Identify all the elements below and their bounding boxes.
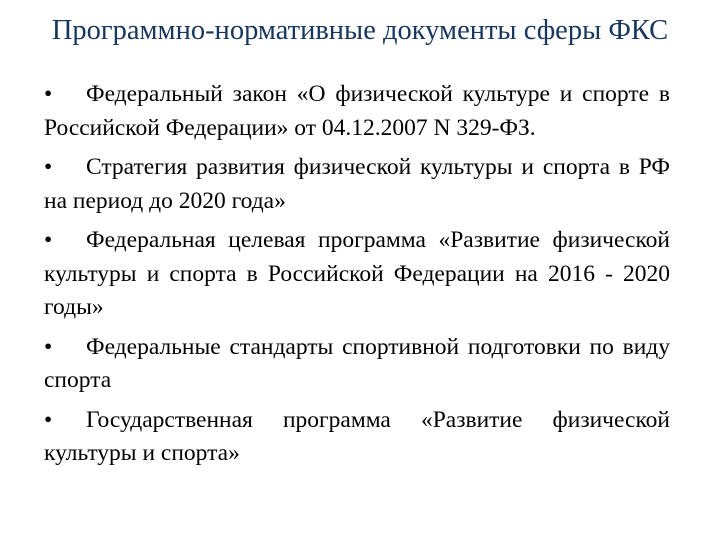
slide-title: Программно-нормативные документы сферы ФКС [51, 15, 669, 46]
bullet-marker: • [44, 333, 53, 360]
list-item-text: Государственная программа «Развитие физической культуры и спорта» [44, 406, 670, 466]
bullet-marker: • [44, 227, 53, 253]
list-item [44, 331, 670, 398]
list-item [44, 404, 670, 471]
list-item-text: Федеральная целевая программа «Развитие физической культуры и спорта в Российской Федерации на 2016 - 2020 годы» [44, 227, 670, 320]
document-list [44, 78, 670, 477]
list-item [44, 224, 670, 325]
bullet-marker: • [44, 81, 53, 107]
list-item [44, 151, 670, 218]
list-item [44, 78, 670, 145]
list-item-text: Федеральный закон «О физической культуре и спорте в Российской Федерации» от 04.12.2007 N 329-ФЗ. [44, 81, 670, 141]
bullet-marker: • [44, 406, 53, 433]
bullet-marker: • [44, 154, 53, 180]
list-item-text: Федеральные стандарты спортивной подготовки по виду спорта [44, 333, 670, 393]
list-item-text: Стратегия развития физической культуры и спорта в РФ на период до 2020 года» [44, 154, 670, 214]
